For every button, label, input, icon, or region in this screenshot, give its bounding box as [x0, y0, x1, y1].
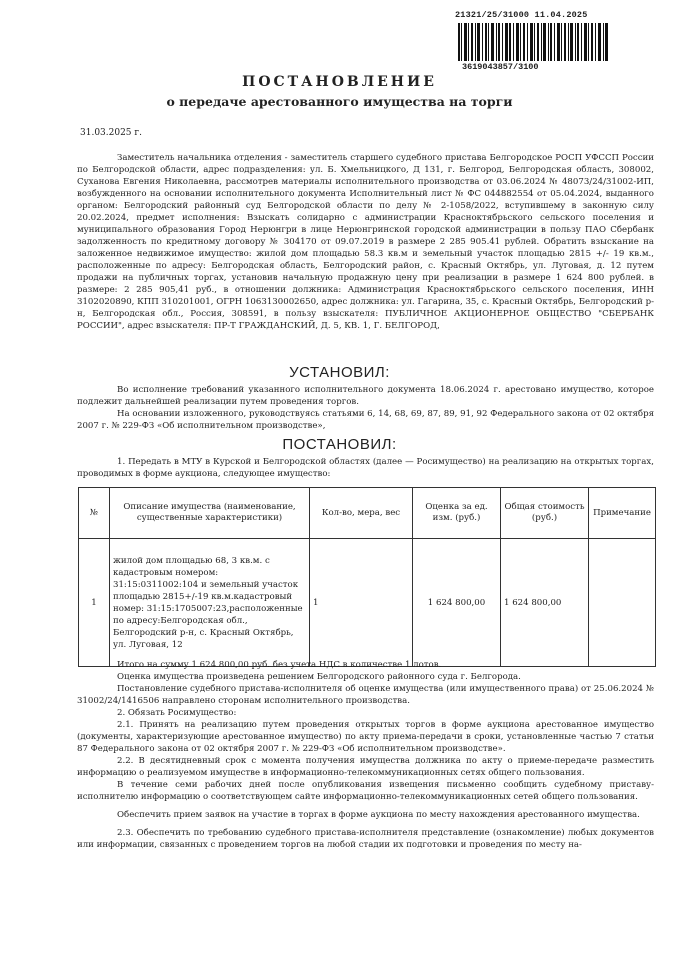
document-title: ПОСТАНОВЛЕНИЕ [242, 74, 437, 90]
col-header-unit-price: Оценка за ед. изм. (руб.) [413, 488, 501, 539]
valuation-line: Оценка имущества произведена решением Белгородского районного суда г. Белгорода. [117, 672, 521, 682]
col-header-note: Примечание [589, 488, 656, 539]
col-header-quantity: Кол-во, мера, вес [310, 488, 413, 539]
col-header-num: № [79, 488, 110, 539]
preamble-block [77, 152, 654, 332]
registration-stamp: 21321/25/31000 11.04.2025 [455, 10, 588, 20]
item-2: 2. Обязать Росимущество: [117, 708, 237, 718]
cell-description: жилой дом площадью 68, 3 кв.м. с кадастровым номером: 31:15:0311002:104 и земельный участок площадью 2815+/-19 кв.м.кадастровый номер: 31:15:1705007:23,расположенные по адресу:Белгородская обл., Белгородский р-н, с. Красный Октябрь, ул. Луговая, 12 [110, 539, 310, 667]
item-2-2: 2.2. В десятидневный срок с момента получения имущества должника по акту о приеме-передаче разместить информацию о реализуемом имуществе в информационно-телекоммуникационных сетях общего пользования. [77, 756, 654, 778]
cell-note [589, 539, 656, 667]
heading-resolved: ПОСТАНОВИЛ: [282, 436, 397, 453]
total-line: Итого на сумму 1 624 800,00 руб. без учета НДС в количестве 1 лотов. [117, 660, 442, 670]
resolved-paragraph-1: 1. Передать в МТУ в Курской и Белгородской областях (далее — Росимущество) на реализацию на открытых торгах, проводимых в форме аукциона, следующее имущество: [77, 457, 654, 479]
preamble-paragraph: Заместитель начальника отделения - заместитель старшего судебного пристава Белгородское РОСП УФССП России по Белгородской области, адрес подразделения: ул. Б. Хмельницкого, Д 131, г. Белгород, Белгородская область, 308002, Суханова Евгения Николаевна, рассмотрев материалы исполнительного производства от 03.06.2024 № 48073/24/31002-ИП, возбужденного на основании исполнительного документа Исполнительный лист № ФС 044882554 от 05.04.2024, выданного органом: Белгородский районный суд Белгородской области по делу № 2-1058/2022, вступившему в законную силу 20.02.2024, предмет исполнения: Взыскать солидарно с администрации Красноктябрьского сельского поселения и муниципального образования Город Нерюнгри в лице Нерюнгринской городской администрации в пользу ПАО Сбербанк задолженность по кредитному договору № 304170 от 09.07.2019 в размере 2 285 905.41 рублей. Обратить взыскание на заложенное недвижимое имущество: жилой дом площадью 58.3 кв.м и земельный участок площадью 2815 +/- 19 кв.м., расположенные по адресу: Белгородская область, Белгородский район, с. Красный Октябрь, ул. Луговая, д. 12 путем продажи на публичных торгах, установив начальную продажную цену при реализации в размере 1 624 800 рублей. в размере: 2 285 905,41 руб., в отношении должника: Администрация Красноктябрьского сельского поселения, ИНН 3102020890, КПП 310201001, ОГРН 1063130002650, адрес должника: ул. Гагарина, 35, с. Красный Октябрь, Белгородский р-н, Белгородская обл., Россия, 308591, в пользу взыскателя: ПУБЛИЧНОЕ АКЦИОНЕРНОЕ ОБЩЕСТВО "СБЕРБАНК РОССИИ", адрес взыскателя: ПР-Т ГРАЖДАНСКИЙ, Д. 5, КВ. 1, Г. БЕЛГОРОД, [77, 153, 654, 331]
col-header-total: Общая стоимость (руб.) [501, 488, 589, 539]
established-paragraph-1: Во исполнение требований указанного исполнительного документа 18.06.2024 г. арестовано имущество, которое подлежит дальнейшей реализации путем проведения торгов. [77, 385, 654, 407]
property-table [78, 487, 656, 667]
item-2-2-applications: Обеспечить прием заявок на участие в торгах в форме аукциона по месту нахождения арестованного имущества. [117, 810, 640, 820]
valuation-paragraph: Постановление судебного пристава-исполнителя об оценке имущества (или имущественного права) от 25.06.2024 № 31002/24/1416506 направлено сторонам исполнительного производства. [77, 684, 654, 706]
barcode-number: 3619043857/3100 [462, 62, 539, 72]
document-date: 31.03.2025 г. [80, 128, 142, 138]
table-row [79, 539, 656, 667]
cell-quantity: 1 [310, 539, 413, 667]
item-2-2-notify: В течение семи рабочих дней после опубликования извещения письменно сообщить судебному приставу-исполнителю информацию о соответствующем сайте информационно-телекоммуникационных сетей общего пользования. [77, 780, 654, 802]
cell-num: 1 [79, 539, 110, 667]
document-subtitle: о передаче арестованного имущества на торги [166, 94, 513, 109]
barcode [458, 23, 608, 61]
item-2-1: 2.1. Принять на реализацию путем проведения открытых торгов в форме аукциона арестованное имущество (документы, характеризующие арестованное имущество) по акту приема-передачи в сроки, установленные частью 7 статьи 87 Федерального закона от 02 октября 2007 г. № 229-ФЗ «Об исполнительном производстве». [77, 720, 654, 754]
heading-established: УСТАНОВИЛ: [289, 364, 390, 381]
cell-total: 1 624 800,00 [501, 539, 589, 667]
col-header-description: Описание имущества (наименование, существенные характеристики) [110, 488, 310, 539]
body-block [77, 659, 654, 851]
item-2-3: 2.3. Обеспечить по требованию судебного пристава-исполнителя представление (ознакомление) любых документов или информации, связанных с проведением торгов на любой стадии их подготовки и проведения по месту на- [77, 828, 654, 850]
established-block [77, 384, 654, 432]
table-header-row [79, 488, 656, 539]
established-paragraph-2: На основании изложенного, руководствуясь статьями 6, 14, 68, 69, 87, 89, 91, 92 Федерального закона от 02 октября 2007 г. № 229-ФЗ «Об исполнительном производстве», [77, 409, 654, 431]
resolved-block [77, 456, 654, 480]
cell-unit-price: 1 624 800,00 [413, 539, 501, 667]
